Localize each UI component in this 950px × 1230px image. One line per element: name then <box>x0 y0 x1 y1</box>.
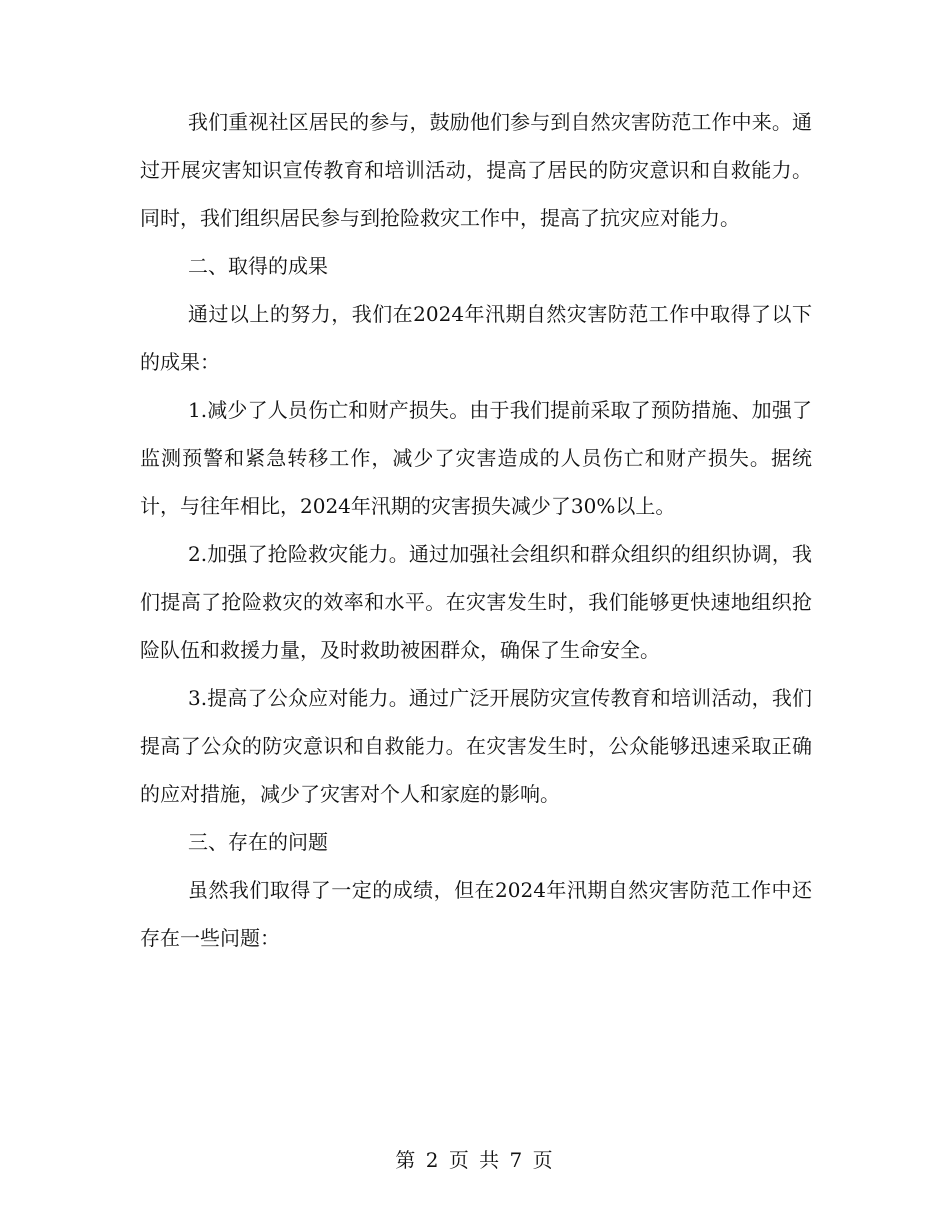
paragraph-achievement-2: 2.加强了抢险救灾能力。通过加强社会组织和群众组织的组织协调，我们提高了抢险救灾的效率和水平。在灾害发生时，我们能够更快速地组织抢险队伍和救援力量，及时救助被困群众，确保了生命安全。 <box>140 542 812 662</box>
paragraph-achievements-intro: 通过以上的努力，我们在2024年汛期自然灾害防范工作中取得了以下的成果： <box>140 302 812 374</box>
paragraph-community-participation: 我们重视社区居民的参与，鼓励他们参与到自然灾害防范工作中来。通过开展灾害知识宣传教育和培训活动，提高了居民的防灾意识和自救能力。同时，我们组织居民参与到抢险救灾工作中，提高了抗灾应对能力。 <box>140 110 812 230</box>
paragraph-achievement-3: 3.提高了公众应对能力。通过广泛开展防灾宣传教育和培训活动，我们提高了公众的防灾意识和自救能力。在灾害发生时，公众能够迅速采取正确的应对措施，减少了灾害对个人和家庭的影响。 <box>140 686 812 806</box>
page-footer-number: 第 2 页 共 7 页 <box>395 1148 555 1172</box>
document-body <box>140 98 812 962</box>
paragraph-achievement-1: 1.减少了人员伤亡和财产损失。由于我们提前采取了预防措施、加强了监测预警和紧急转移工作，减少了灾害造成的人员伤亡和财产损失。据统计，与往年相比，2024年汛期的灾害损失减少了30%以上。 <box>140 398 812 518</box>
section-heading-problems: 三、存在的问题 <box>188 830 328 854</box>
paragraph-problems-intro: 虽然我们取得了一定的成绩，但在2024年汛期自然灾害防范工作中还存在一些问题： <box>140 878 812 950</box>
section-heading-achievements: 二、取得的成果 <box>188 254 328 278</box>
